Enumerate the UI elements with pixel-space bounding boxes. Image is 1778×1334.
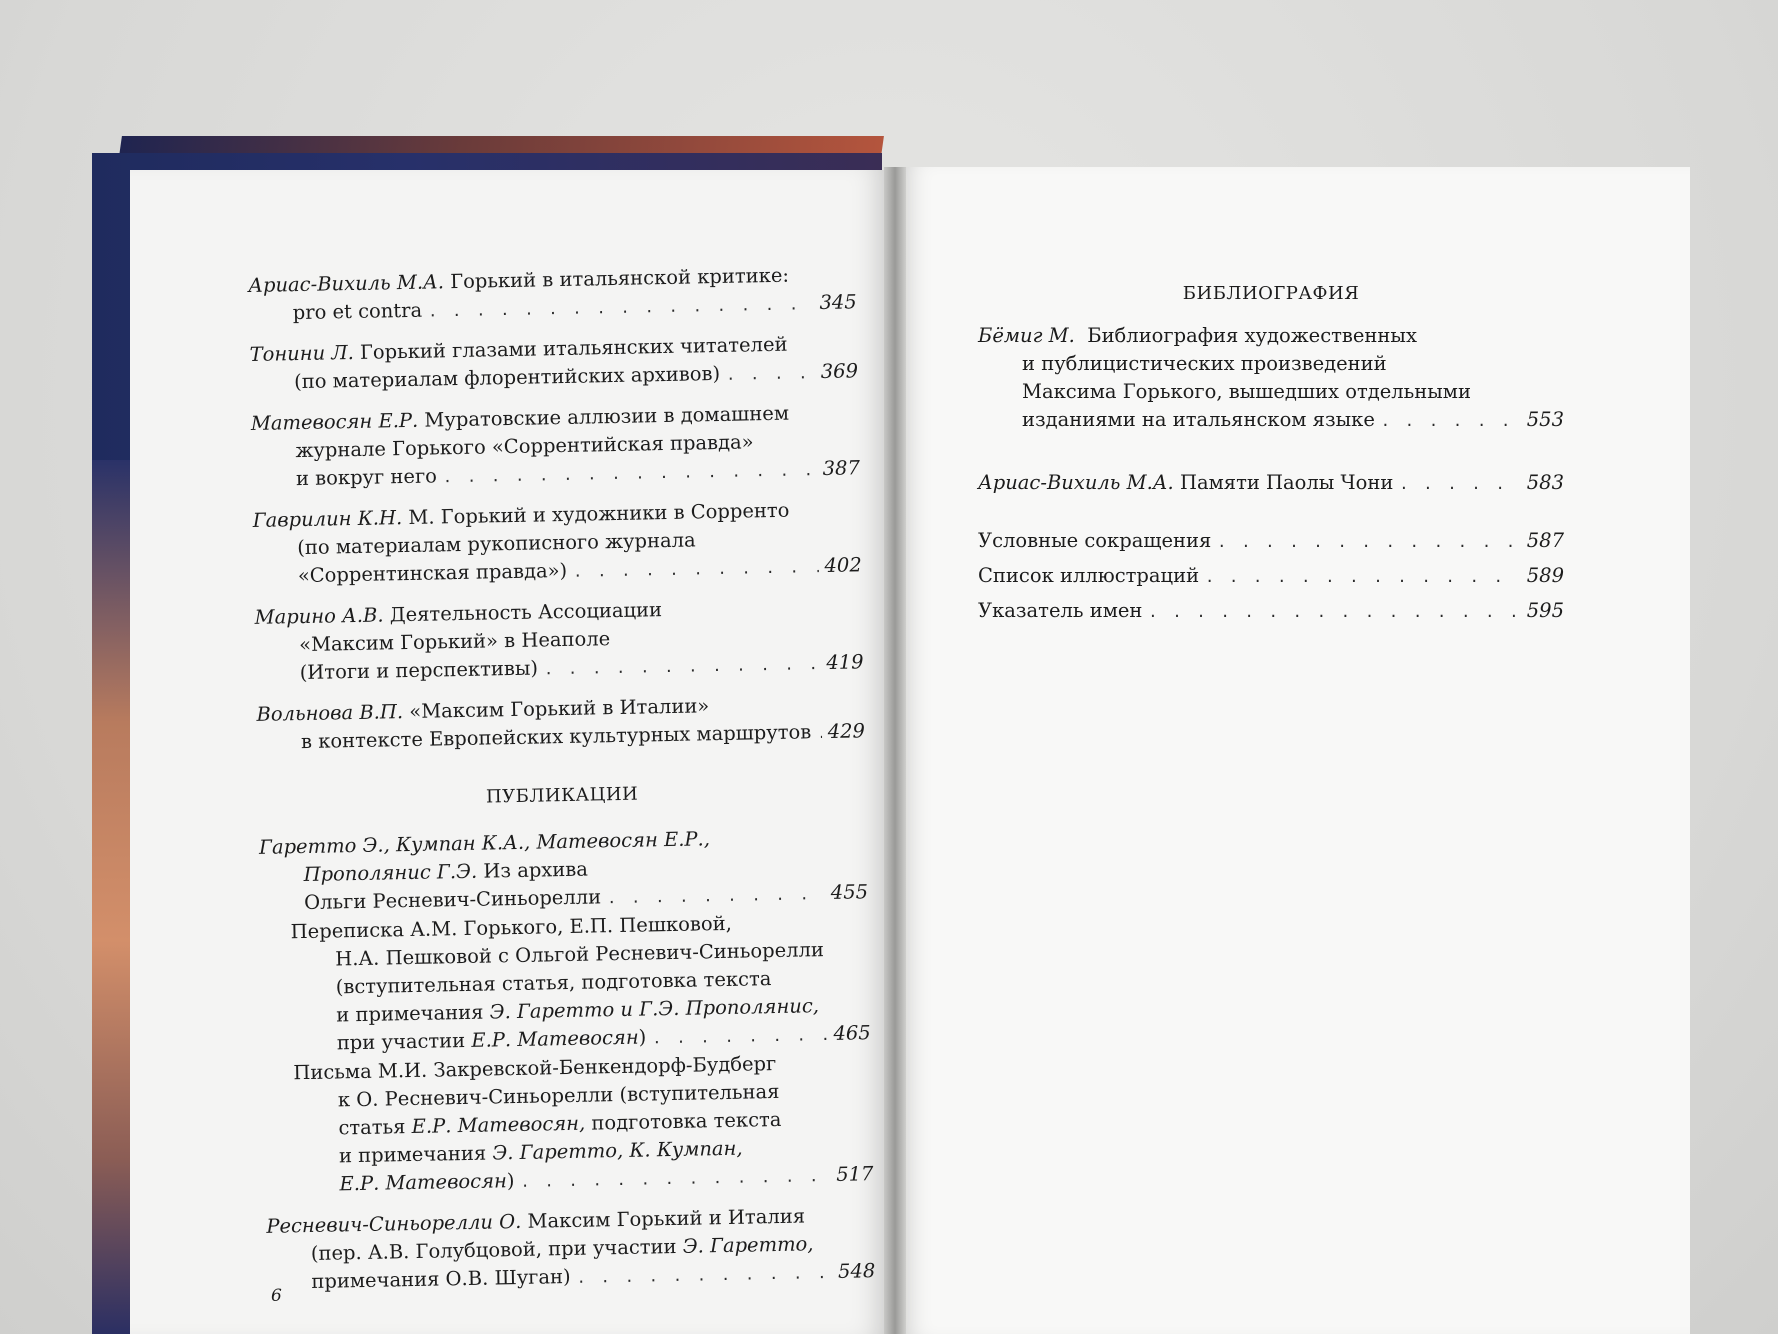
entry-text: и примечания — [336, 1000, 484, 1027]
entry-title-line: и публицистических произведений — [1022, 352, 1387, 375]
appendix-label: Условные сокращения — [978, 529, 1212, 552]
publication-entry — [260, 907, 871, 1060]
entry-title: Памяти Паолы Чони — [1179, 471, 1394, 494]
dot-leader — [1399, 470, 1520, 498]
dot-leader — [428, 290, 814, 325]
entry-page: 419 — [826, 650, 864, 674]
toc-entry — [249, 329, 858, 398]
section-heading-bibliography: БИБЛИОГРАФИЯ — [1182, 283, 1360, 304]
entry-author: Вольнова В.П. — [256, 700, 404, 726]
entry-author: Тонини Л. — [249, 340, 355, 366]
appendix-item — [978, 559, 1564, 594]
dot-leader — [1148, 596, 1520, 629]
entry-title-end: (Итоги и перспективы) — [299, 656, 539, 685]
entry-page: 345 — [819, 290, 857, 315]
dot-leader — [443, 456, 817, 491]
toc-entry — [253, 495, 863, 592]
entry-editors: Э. Гаретто и Г.Э. Прополянис, — [489, 994, 820, 1024]
entry-page: 369 — [820, 359, 859, 384]
entry-title-line: Максима Горького, вышедших отдельными — [1022, 380, 1471, 403]
toc-entry — [254, 592, 864, 689]
appendix-label: Указатель имен — [978, 599, 1143, 622]
dot-leader — [573, 553, 819, 586]
dot-leader — [544, 650, 821, 683]
entry-page: 517 — [835, 1162, 874, 1186]
entry-page: 553 — [1526, 408, 1564, 431]
entry-author: Марино А.В. — [254, 603, 384, 629]
entry-text: ) — [638, 1025, 647, 1049]
left-page-toc — [248, 260, 876, 1297]
appendix-item — [978, 524, 1564, 559]
dot-leader — [520, 1162, 830, 1196]
entry-page: 589 — [1526, 564, 1564, 587]
entry-title-end: изданиями на итальянском языке — [1022, 408, 1375, 431]
entry-title-line: Н.А. Пешковой с Ольгой Ресневич-Синьорелли — [334, 938, 825, 971]
entry-title: Библиография художественных — [1087, 324, 1417, 347]
memorial-entry — [978, 469, 1564, 498]
entry-title-line: к О. Ресневич-Синьорелли (вступительная — [337, 1079, 780, 1112]
dot-leader — [652, 1021, 828, 1052]
entry-text: при участии — [336, 1028, 466, 1055]
entry-editors: Е.Р. Матевосян, — [411, 1111, 586, 1139]
section-heading-publications: ПУБЛИКАЦИИ — [485, 783, 639, 808]
entry-page: 595 — [1526, 599, 1564, 622]
entry-title-end: и вокруг него — [295, 464, 438, 491]
entry-title: Горький в итальянской критике: — [449, 263, 790, 294]
entry-title-end: (по материалам флорентийских архивов) — [293, 361, 721, 394]
entry-title-end: «Соррентинская правда») — [297, 558, 568, 588]
entry-title-end: pro et contra — [292, 298, 423, 325]
entry-title: Горький глазами итальянских читателей — [359, 332, 788, 364]
dot-leader — [726, 359, 815, 389]
entry-title: Из архива — [483, 857, 589, 883]
entry-text: статья — [338, 1115, 406, 1140]
publication-entry — [263, 1048, 874, 1201]
entry-editors: Э. Гаретто, — [682, 1232, 814, 1258]
toc-entry — [256, 689, 865, 758]
entry-text: (пер. А.В. Голубцовой, при участии — [310, 1234, 677, 1265]
entry-author: Прополянис Г.Э. — [303, 859, 478, 887]
entry-title-end: примечания О.В. Шуган) — [311, 1264, 571, 1293]
entry-author: Гаврилин К.Н. — [252, 506, 403, 532]
entry-title: Деятельность Ассоциации — [389, 598, 663, 627]
entry-page: 429 — [827, 719, 866, 743]
entry-title-end: в контексте Европейских культурных маршрутов — [300, 720, 812, 754]
entry-title-end: Ольги Ресневич-Синьорелли — [303, 885, 602, 915]
entry-author: Бёмиг М. — [978, 324, 1075, 347]
entry-page: 587 — [1526, 529, 1564, 552]
dot-leader — [1205, 561, 1521, 594]
entry-text: ) — [506, 1169, 515, 1193]
book-gutter — [884, 167, 906, 1334]
entry-author: Матевосян Е.Р. — [250, 408, 419, 435]
appendix-list — [978, 524, 1564, 629]
entry-editors: Е.Р. Матевосян — [471, 1025, 639, 1052]
entry-text: и примечания — [338, 1141, 487, 1168]
bibliography-entry — [978, 322, 1564, 435]
toc-entry — [248, 260, 857, 329]
entry-title: «Максим Горький в Италии» — [409, 694, 710, 723]
entry-author: Ариас-Вихиль М.А. — [978, 471, 1174, 494]
entry-page: 455 — [830, 880, 869, 904]
entry-editors: Э. Гаретто, К. Кумпан, — [492, 1136, 743, 1165]
entry-page: 465 — [833, 1021, 871, 1045]
publication-entry — [266, 1201, 876, 1298]
publication-entry — [259, 822, 869, 919]
entry-editors: Е.Р. Матевосян — [339, 1169, 508, 1196]
right-page-toc — [978, 280, 1564, 629]
entry-text: подготовка текста — [591, 1107, 782, 1135]
dot-leader — [817, 719, 822, 747]
dot-leader — [1381, 407, 1521, 435]
entry-title-line: (вступительная статья, подготовка текста — [335, 967, 772, 999]
entry-title-line: журнале Горького «Соррентийская правда» — [295, 430, 754, 463]
toc-entry — [251, 398, 861, 495]
entry-authors: Гаретто Э., Кумпан К.А., Матевосян Е.Р., — [258, 827, 711, 859]
dot-leader — [1217, 526, 1520, 559]
appendix-item — [978, 594, 1564, 629]
appendix-label: Список иллюстраций — [978, 564, 1200, 587]
entry-title: Максим Горький и Италия — [527, 1204, 806, 1233]
entry-page: 402 — [824, 553, 862, 577]
dot-leader — [576, 1259, 832, 1292]
entry-title: Переписка А.М. Горького, Е.П. Пешковой, — [290, 911, 733, 944]
entry-page: 583 — [1526, 471, 1564, 494]
entry-title: М. Горький и художники в Сорренто — [408, 498, 790, 529]
entry-page: 548 — [837, 1259, 876, 1283]
entry-title: Муратовские аллюзии в домашнем — [424, 401, 790, 432]
page-number: 6 — [271, 1286, 282, 1306]
dot-leader — [607, 880, 825, 912]
entry-title: Письма М.И. Закревской-Бенкендорф-Будберг — [293, 1052, 777, 1085]
entry-title-line: «Максим Горький» в Неаполе — [298, 627, 611, 657]
entry-author: Ресневич-Синьорелли О. — [266, 1209, 522, 1238]
entry-author: Ариас-Вихиль М.А. — [248, 270, 445, 297]
entry-page: 387 — [822, 456, 861, 481]
entry-title-line: (по материалам рукописного журнала — [297, 528, 696, 560]
